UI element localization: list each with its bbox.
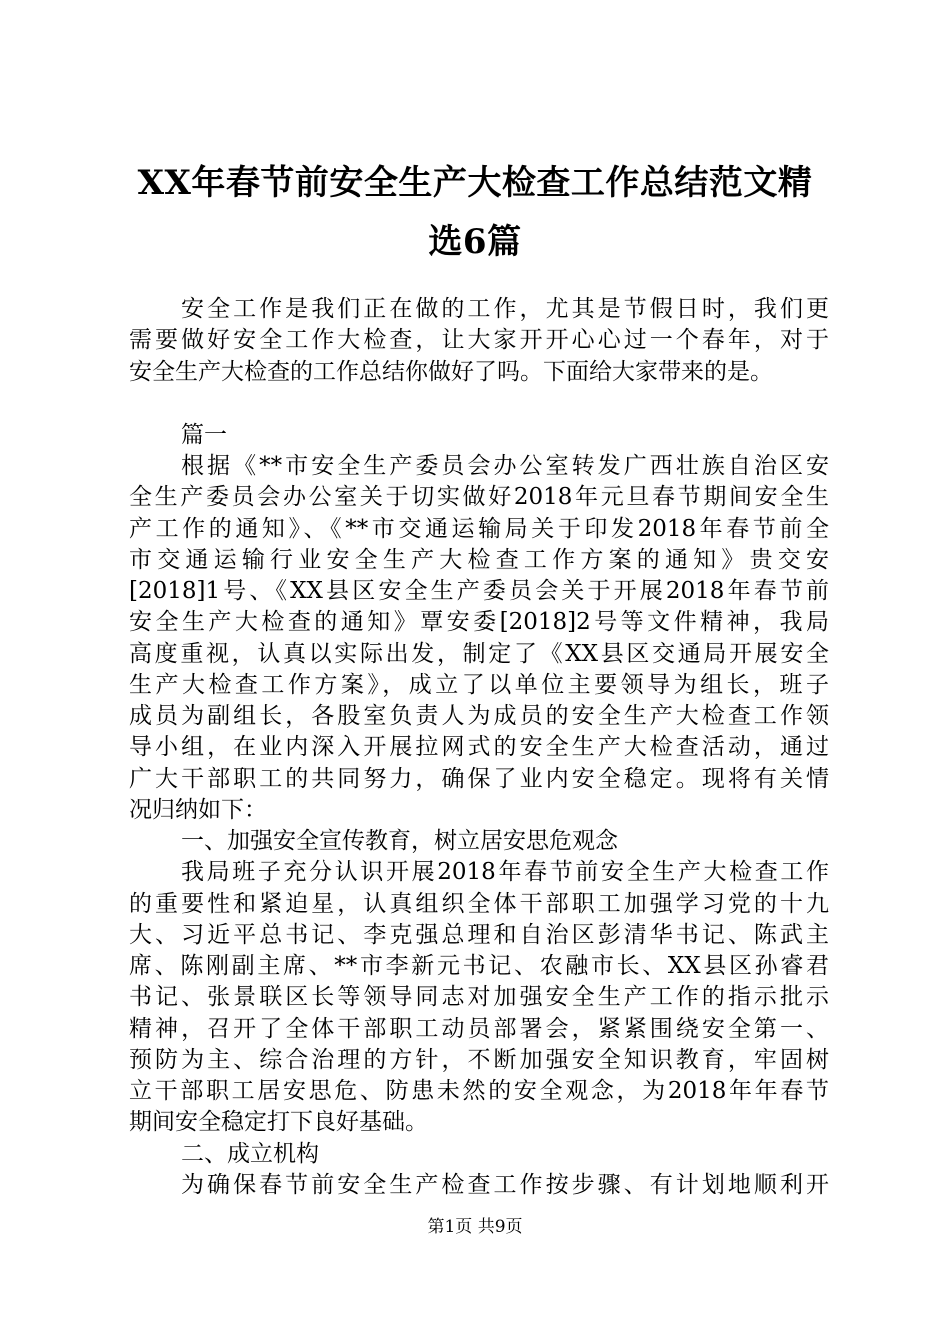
text-line: 席、陈刚副主席、**市李新元书记、农融市长、XX县区孙睿君 — [129, 953, 829, 979]
text-line: 书记、张景联区长等领导同志对加强安全生产工作的指示批示 — [129, 984, 829, 1011]
text-line: 成员为副组长，各股室负责人为成员的安全生产大检查工作领 — [129, 703, 829, 729]
text-line: 安全生产大检查的工作总结你做好了吗。下面给大家带来的是。 — [129, 358, 773, 385]
text-line: 安全生产大检查的通知》覃安委[2018]2号等文件精神，我局 — [129, 609, 829, 636]
text-line: 根据《**市安全生产委员会办公室转发广西壮族自治区安 — [181, 453, 829, 479]
paragraph-1 — [129, 451, 829, 826]
paragraph-gap — [129, 388, 829, 420]
intro-paragraph — [129, 294, 829, 388]
text-line: 导小组，在业内深入开展拉网式的安全生产大检查活动，通过 — [129, 734, 829, 761]
page-footer: 第1页 共9页 — [427, 1217, 523, 1237]
text-line: [2018]1号、《XX县区安全生产委员会关于开展2018年春节前 — [129, 578, 829, 604]
text-line: 期间安全稳定打下良好基础。 — [129, 1109, 428, 1136]
text-line: 生产大检查工作方案》，成立了以单位主要领导为组长，班子 — [129, 671, 829, 698]
text-line: 需要做好安全工作大检查，让大家开开心心过一个春年，对于 — [129, 327, 829, 354]
text-line: 我局班子充分认识开展2018年春节前安全生产大检查工作 — [181, 859, 829, 886]
text-line: 产工作的通知》、《**市交通运输局关于印发2018年春节前全 — [129, 515, 829, 542]
text-line: 高度重视，认真以实际出发，制定了《XX县区交通局开展安全 — [129, 640, 829, 667]
section-heading-1: 一、加强安全宣传教育，树立居安思危观念 — [181, 828, 618, 854]
text-line: 况归纳如下： — [129, 796, 267, 823]
text-line: 为确保春节前安全生产检查工作按步骤、有计划地顺利开 — [181, 1171, 829, 1198]
document-body — [129, 294, 829, 1201]
part-label: 篇一 — [181, 421, 227, 448]
text-line: 预防为主、综合治理的方针，不断加强安全知识教育，牢固树 — [129, 1046, 829, 1073]
text-line: 大、习近平总书记、李克强总理和自治区彭清华书记、陈武主 — [129, 921, 829, 948]
text-line: 立干部职工居安思危、防患未然的安全观念，为2018年年春节 — [129, 1078, 829, 1104]
document-title-line-1: XX年春节前安全生产大检查工作总结范文精 — [137, 163, 813, 203]
text-line: 市交通运输行业安全生产大检查工作方案的通知》贵交安 — [129, 546, 829, 573]
text-line: 安全工作是我们正在做的工作，尤其是节假日时，我们更 — [181, 296, 829, 322]
text-line: 广大干部职工的共同努力，确保了业内安全稳定。现将有关情 — [129, 765, 829, 792]
text-line: 的重要性和紧迫星，认真组织全体干部职工加强学习党的十九 — [129, 890, 829, 917]
document-title-line-2: 选6篇 — [428, 222, 522, 262]
paragraph-3 — [129, 1170, 829, 1201]
text-line: 精神，召开了全体干部职工动员部署会，紧紧围绕安全第一、 — [129, 1015, 829, 1042]
text-line: 全生产委员会办公室关于切实做好2018年元旦春节期间安全生 — [129, 484, 829, 511]
paragraph-2 — [129, 857, 829, 1138]
section-heading-2: 二、成立机构 — [181, 1140, 319, 1167]
